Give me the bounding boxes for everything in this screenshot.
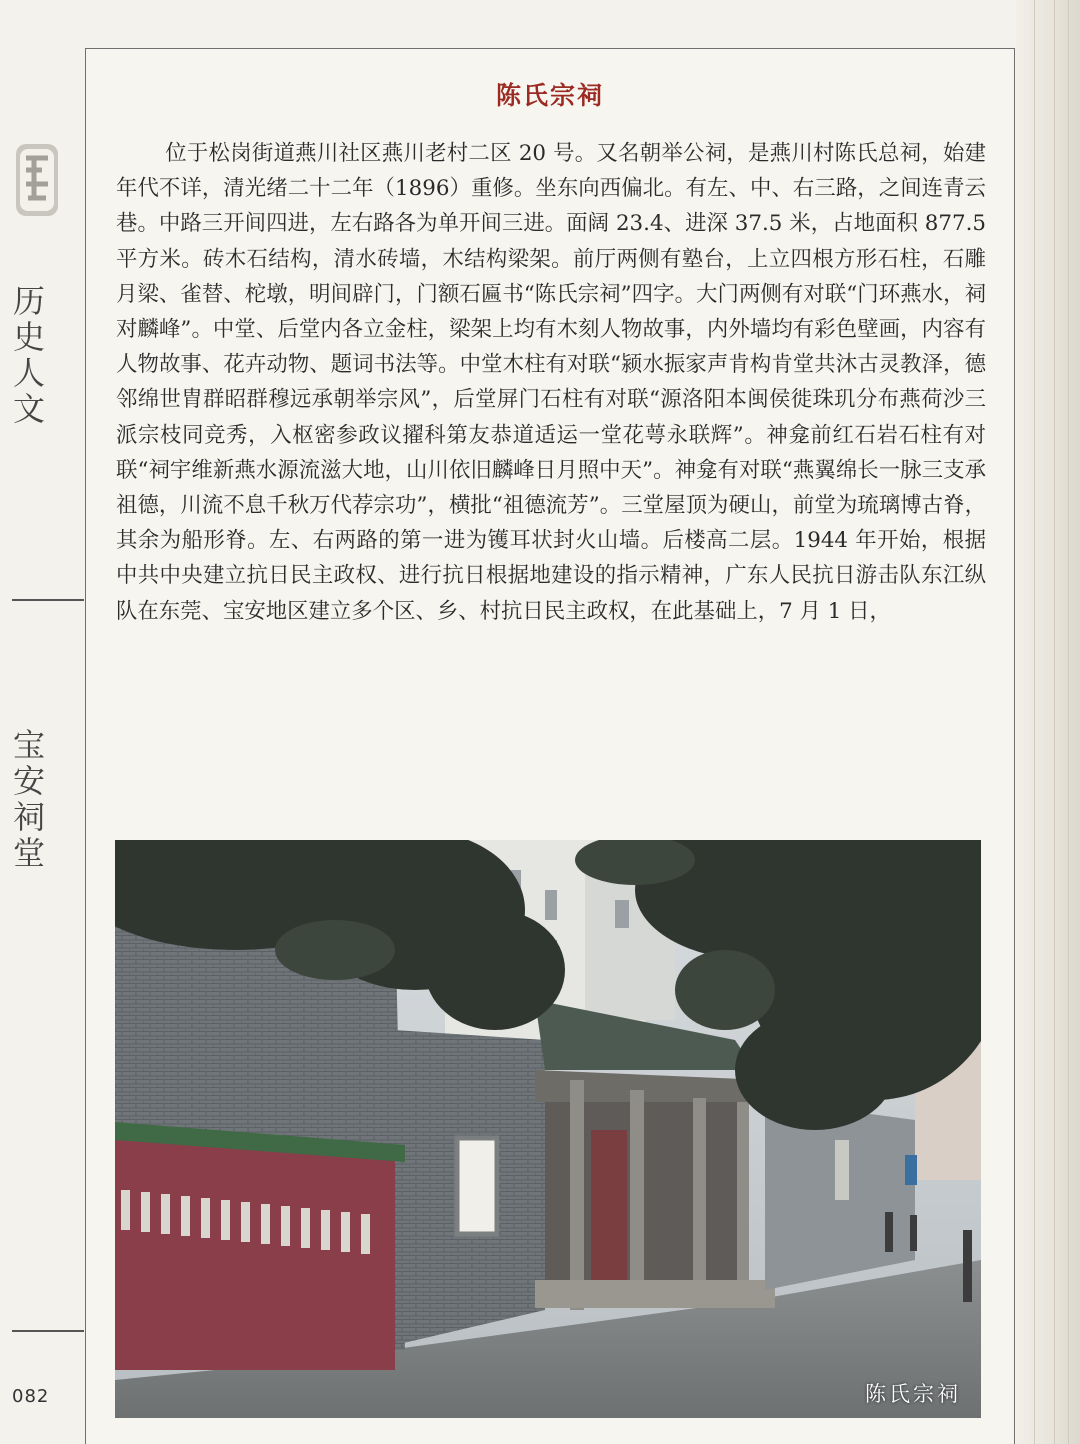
temple-photo xyxy=(115,840,981,1418)
sidebar-divider xyxy=(12,599,84,601)
seal-icon xyxy=(12,140,62,222)
article-paragraph: 位于松岗街道燕川社区燕川老村二区 20 号。又名朝举公祠，是燕川村陈氏总祠，始建年代不详，清光绪二十二年（1896）重修。坐东向西偏北。有左、中、右三路，之间连青云巷。中路三开间四进，左右路各为单开间三进。面阔 23.4、进深 37.5 米，占地面积 877.5 平方米。砖木石结构，清水砖墙，木结构梁架。前厅两侧有塾台，上立四根方形石柱，石雕月梁、雀替、柁墩，明间辟门，门额石匾书“陈氏宗祠”四字。大门两侧有对联“门环燕水，祠对麟峰”。中堂、后堂内各立金柱，梁架上均有木刻人物故事，内外墙均有彩色壁画，内容有人物故事、花卉动物、题词书法等。中堂木柱有对联“颍水振家声肯构肯堂共沐古灵教泽，德邻绵世胄群昭群穆远承朝举宗风”，后堂屏门石柱有对联“源洛阳本闽侯徙珠玑分布燕荷沙三派宗枝同竞秀，入枢密参政议擢科第友恭道适运一堂花萼永联辉”。神龛前红石岩石柱有对联“祠宇维新燕水源流滋大地，山川依旧麟峰日月照中天”。神龛有对联“燕翼绵长一脉三支承祖德，川流不息千秋万代荐宗功”，横批“祖德流芳”。三堂屋顶为硬山，前堂为琉璃博古脊，其余为船形脊。左、右两路的第一进为镬耳状封火山墙。后楼高二层。1944 年开始，根据中共中央建立抗日民主政权、进行抗日根据地建设的指示精神，广东人民抗日游击队东江纵队在东莞、宝安地区建立多个区、乡、村抗日民主政权，在此基础上，7 月 1 日， xyxy=(116,141,986,624)
article-body xyxy=(116,136,986,629)
section-label-text: 历史人文 xyxy=(8,284,46,428)
page-number: 082 xyxy=(12,1386,50,1407)
book-label-text: 宝安祠堂 xyxy=(8,728,46,872)
photo-caption: 陈氏宗祠 xyxy=(865,1382,961,1406)
page-title: 陈氏宗祠 xyxy=(495,81,604,110)
page-gutter xyxy=(1016,0,1080,1444)
sidebar-divider-bottom xyxy=(12,1330,84,1332)
section-label xyxy=(10,284,44,428)
book-label xyxy=(10,728,44,872)
